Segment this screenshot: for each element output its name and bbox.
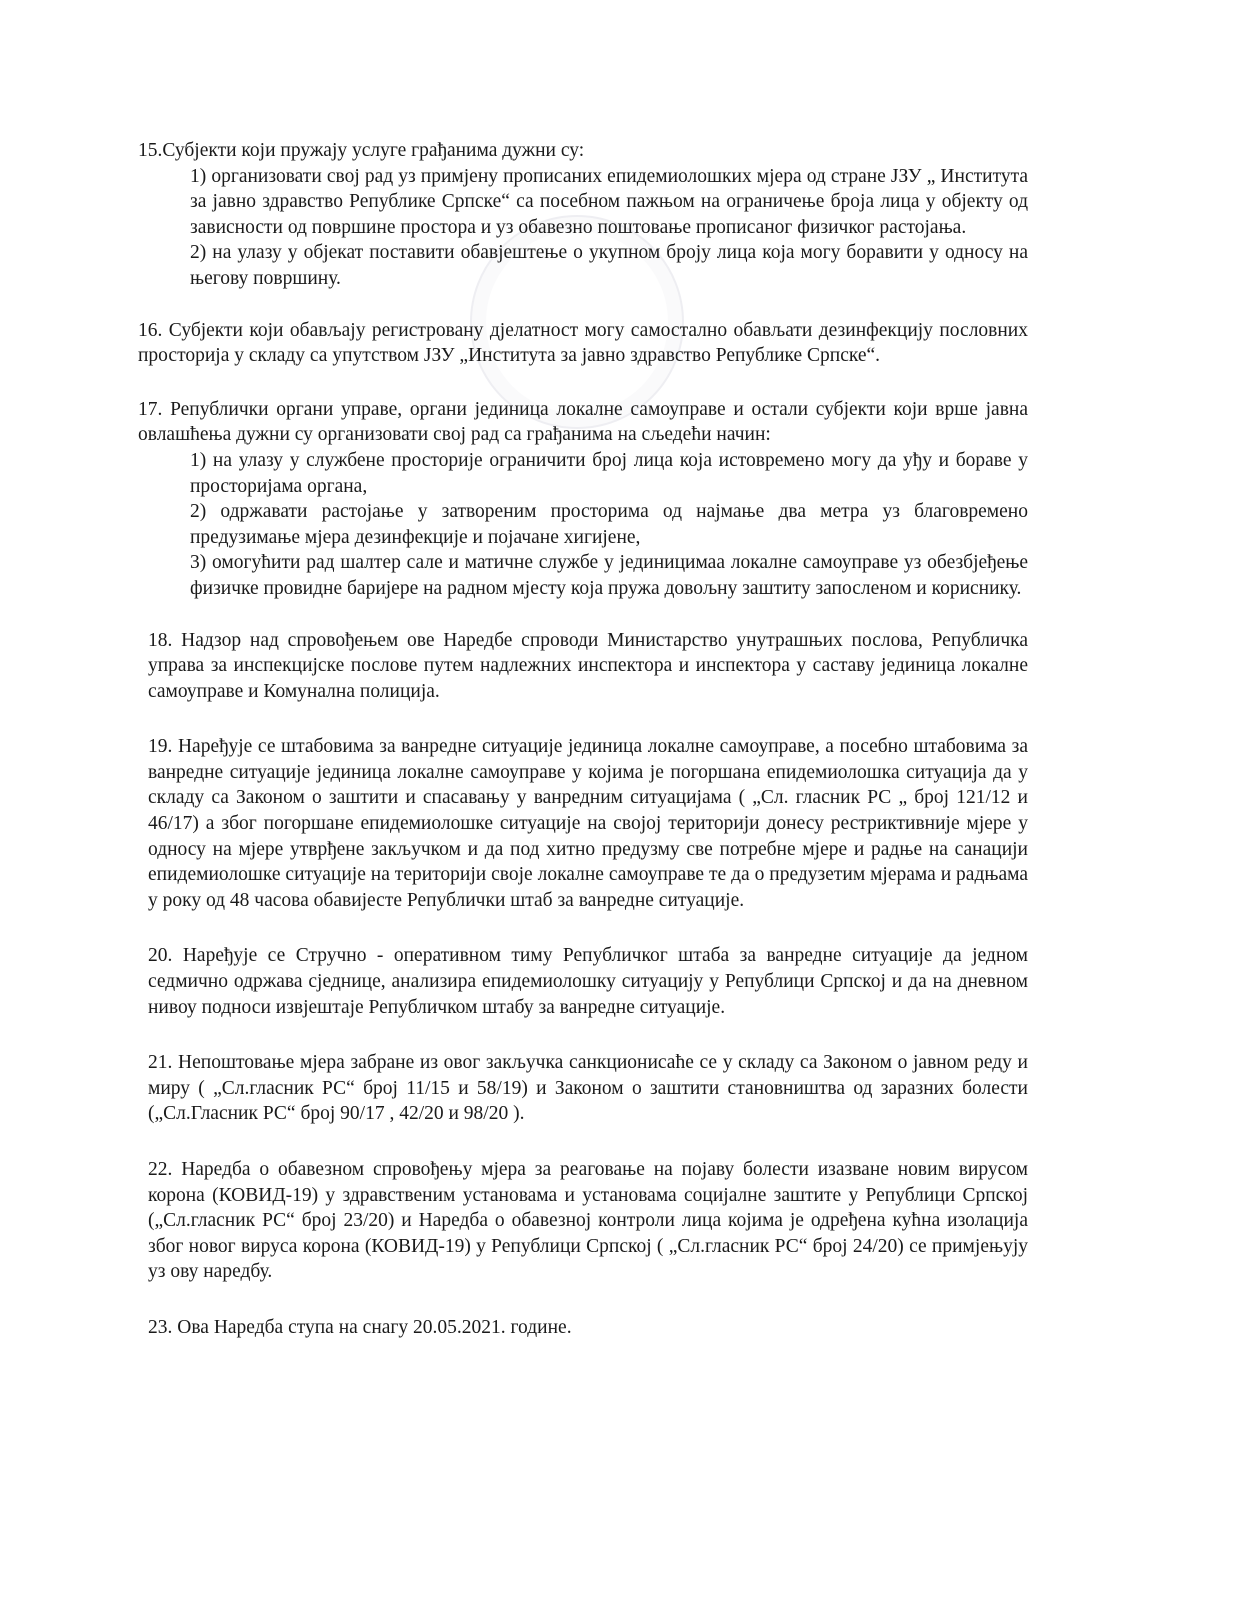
item-18: 18. Надзор над спровођењем ове Наредбе спроводи Министарство унутрашњих послова, Републичка управа за инспекцијске послове путем надлежних инспектора и инспектора у саставу јединица локалне самоуправе и Комунална полиција. — [148, 629, 1028, 702]
item-19: 19. Наређује се штабовима за ванредне ситуације јединица локалне самоуправе, а посебно штабовима за ванредне ситуације јединица локалне самоуправе у којима је погоршана епидемиолошка ситуација да у складу са Законом о заштити и спасавању у ванредним ситуацијама ( „Сл. гласник РС „ број 121/12 и 46/17) а због погоршане епидемиолошке ситуације на својој територији донесу рестриктивније мјере у односу на мјере утврђене закључком и да под хитно предузму све потребне мјере и радње на санацији епидемиолошке ситуације на територији своје локалне самоуправе те да о предузетим мјерама и радњама у року од 48 часова обавијесте Републички штаб за ванредне ситуације. — [148, 736, 1028, 911]
item-17 — [138, 397, 1028, 602]
item-23: 23. Ова Наредба ступа на снагу 20.05.2021. године. — [148, 1316, 572, 1338]
item-17-sub-3: 3) омогућити рад шалтер сале и матичне службе у јединицимаа локалне самоуправе уз обезбјеђење физичке провидне баријере на радном мјесту која пружа довољну заштиту запосленом и кориснику. — [190, 552, 1028, 599]
item-21: 21. Непоштовање мјера забране из овог закључка санкционисаће се у складу са Законом о јавном реду и миру ( „Сл.гласник РС“ број 11/15 и 58/19) и Законом о заштити становништва од заразних болести („Сл.Гласник РС“ број 90/17 , 42/20 и 98/20 ). — [148, 1052, 1028, 1125]
item-15 — [138, 138, 1028, 292]
item-16: 16. Субјекти који обављају регистровану дјелатност могу самостално обављати дезинфекцију пословних просторија у складу са упутством ЈЗУ „Института за јавно здравство Републике Српске“. — [138, 319, 1028, 367]
item-17-sub-1: 1) на улазу у службене просторије ограничити број лица која истовремено могу да уђу и бораве у просторијама органа, — [190, 449, 1028, 497]
item-15-intro: 15.Субјекти који пружају услуге грађанима дужни су: — [138, 140, 585, 161]
document-page — [138, 138, 1028, 1341]
item-15-sub-2: 2) на улазу у објекат поставити обавјештење о укупном броју лица која могу боравити у односу на његову површину. — [190, 242, 1028, 289]
item-17-sub-2: 2) одржавати растојање у затвореним просторима од најмање два метра уз благовремено предузимање мјера дезинфекције и појачане хигијене, — [190, 501, 1028, 548]
item-20: 20. Наређује се Стручно - оперативном тиму Републичког штаба за ванредне ситуације да једном седмично одржава сједнице, анализира епидемиолошку ситуацију у Републици Српској и да на дневном нивоу подноси извјештаје Републичком штабу за ванредне ситуације. — [148, 945, 1028, 1018]
item-22: 22. Наредба о обавезном спровођењу мјера за реаговање на појаву болести изазване новим вирусом корона (КОВИД-19) у здравственим установама и установама социјалне заштите у Републици Српској („Сл.гласник РС“ број 23/20) и Наредба о обавезној контроли лица којима је одређена кућна изолација због новог вируса корона (КОВИД-19) у Републици Српској ( „Сл.гласник РС“ број 24/20) се примјењују уз ову наредбу. — [148, 1159, 1028, 1283]
item-17-intro: 17. Републички органи управе, органи јединица локалне самоуправе и остали субјекти који врше јавна овлашћења дужни су организовати свој рад са грађанима на сљедећи начин: — [138, 398, 1028, 446]
item-15-sub-1: 1) организовати свој рад уз примјену прописаних епидемиолошких мјера од стране ЈЗУ „ Института за јавно здравство Републике Српске“ са посебном пажњом на ограничење броја лица у објекту од зависности од површине простора и уз обавезно поштовање прописаног физичког растојања. — [190, 165, 1028, 238]
